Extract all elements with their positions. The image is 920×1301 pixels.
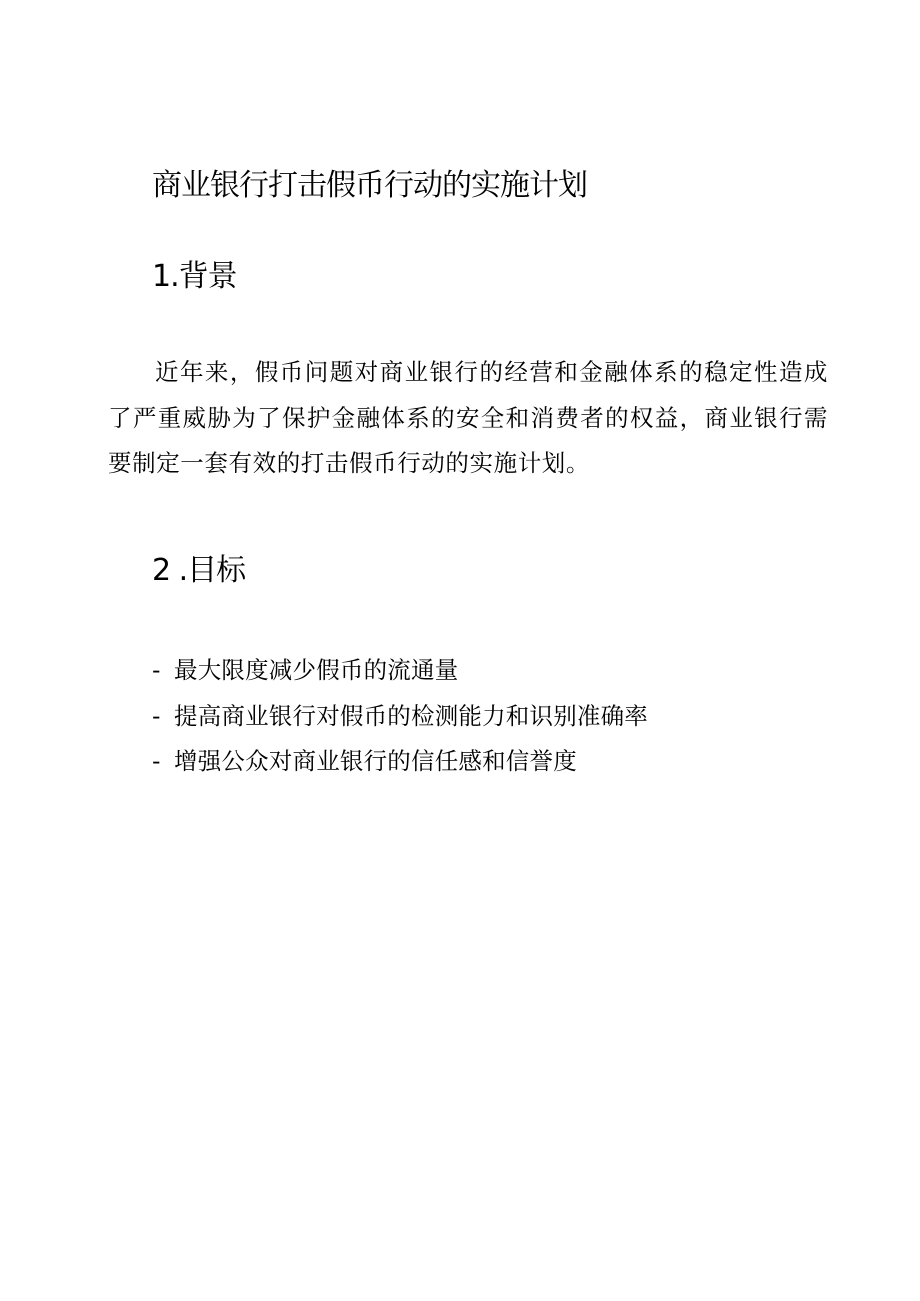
section-heading-goals: 2 .目标: [152, 553, 246, 588]
bullet-dash: -: [152, 701, 161, 730]
background-paragraph: 近年来，假币问题对商业银行的经营和金融体系的稳定性造成了严重威胁为了保护金融体系的安全和消费者的权益，商业银行需要制定一套有效的打击假币行动的实施计划。: [108, 358, 828, 477]
goals-list: [152, 648, 648, 785]
document-title: 商业银行打击假币行动的实施计划: [152, 168, 587, 203]
list-item: [152, 694, 648, 740]
list-item: [152, 739, 648, 785]
goal-text: 最大限度减少假币的流通量: [174, 656, 459, 684]
bullet-dash: -: [152, 747, 161, 775]
list-item: [152, 648, 648, 694]
goal-text: 增强公众对商业银行的信任感和信誉度: [174, 747, 577, 775]
bullet-dash: -: [152, 656, 161, 684]
goal-text: 提高商业银行对假币的检测能力和识别准确率: [174, 701, 648, 730]
section-heading-background: 1.背景: [152, 259, 237, 294]
